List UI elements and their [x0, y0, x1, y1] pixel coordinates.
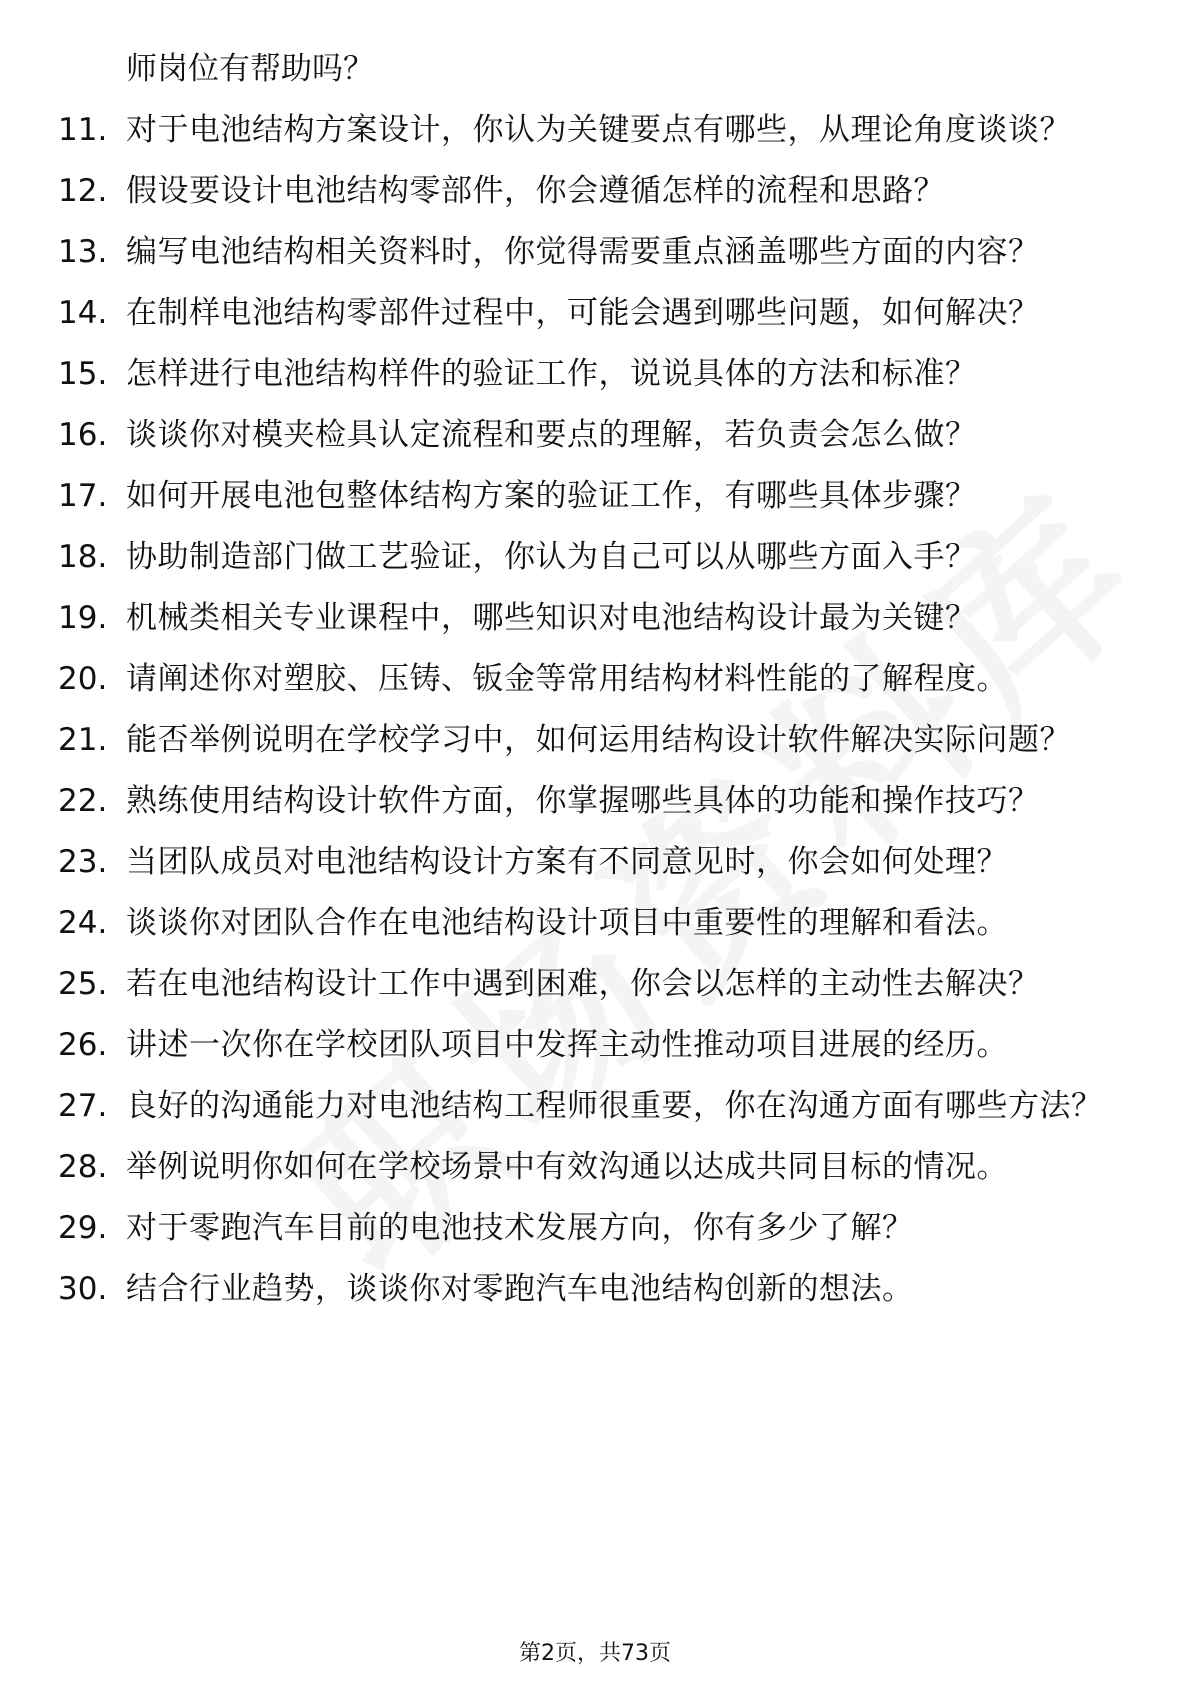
question-number: 30.: [58, 1271, 108, 1307]
list-item: [0, 232, 1190, 273]
question-text: 协助制造部门做工艺验证，你认为自己可以从哪些方面入手？: [126, 539, 977, 575]
question-number: 16.: [58, 417, 108, 453]
question-number: 22.: [58, 783, 108, 819]
continuation-text: 师岗位有帮助吗？: [126, 51, 374, 87]
question-number: 28.: [58, 1149, 108, 1185]
question-text: 在制样电池结构零部件过程中，可能会遇到哪些问题，如何解决？: [126, 295, 1040, 331]
list-item: [0, 659, 1190, 700]
question-text: 良好的沟通能力对电池结构工程师很重要，你在沟通方面有哪些方法？: [126, 1088, 1103, 1124]
question-number: 24.: [58, 905, 108, 941]
question-text: 如何开展电池包整体结构方案的验证工作，有哪些具体步骤？: [126, 478, 977, 514]
question-number: 12.: [58, 173, 108, 209]
question-text: 机械类相关专业课程中，哪些知识对电池结构设计最为关键？: [126, 600, 977, 636]
question-number: 20.: [58, 661, 108, 697]
question-text: 对于零跑汽车目前的电池技术发展方向，你有多少了解？: [126, 1210, 914, 1246]
list-item: [0, 903, 1190, 944]
question-number: 21.: [58, 722, 108, 758]
list-item: [0, 1086, 1190, 1127]
question-number: 11.: [58, 112, 108, 148]
question-number: 25.: [58, 966, 108, 1002]
list-item: [0, 598, 1190, 639]
list-item: [0, 842, 1190, 883]
question-number: 29.: [58, 1210, 108, 1246]
list-item: [0, 476, 1190, 517]
question-number: 18.: [58, 539, 108, 575]
question-text: 若在电池结构设计工作中遇到困难，你会以怎样的主动性去解决？: [126, 966, 1040, 1002]
question-number: 15.: [58, 356, 108, 392]
question-number: 27.: [58, 1088, 108, 1124]
question-number: 26.: [58, 1027, 108, 1063]
list-item: [0, 110, 1190, 151]
question-text: 怎样进行电池结构样件的验证工作，说说具体的方法和标准？: [126, 356, 977, 392]
question-text: 对于电池结构方案设计，你认为关键要点有哪些，从理论角度谈谈？: [126, 112, 1071, 148]
question-number: 19.: [58, 600, 108, 636]
list-item: [0, 781, 1190, 822]
list-item: [0, 171, 1190, 212]
question-text: 结合行业趋势，谈谈你对零跑汽车电池结构创新的想法。: [126, 1271, 914, 1307]
list-item: [0, 1269, 1190, 1310]
question-text: 编写电池结构相关资料时，你觉得需要重点涵盖哪些方面的内容？: [126, 234, 1040, 270]
question-list: [0, 110, 1190, 1330]
list-item: [0, 354, 1190, 395]
question-number: 23.: [58, 844, 108, 880]
question-number: 14.: [58, 295, 108, 331]
question-text: 能否举例说明在学校学习中，如何运用结构设计软件解决实际问题？: [126, 722, 1071, 758]
question-text: 讲述一次你在学校团队项目中发挥主动性推动项目进展的经历。: [126, 1027, 1008, 1063]
list-item: [0, 720, 1190, 761]
list-item: [0, 1147, 1190, 1188]
page-number: 第2页，共73页: [519, 1641, 671, 1666]
question-text: 谈谈你对模夹检具认定流程和要点的理解，若负责会怎么做？: [126, 417, 977, 453]
list-item: [0, 415, 1190, 456]
list-item: [0, 537, 1190, 578]
list-item: [0, 1025, 1190, 1066]
list-item: [0, 293, 1190, 334]
question-text: 谈谈你对团队合作在电池结构设计项目中重要性的理解和看法。: [126, 905, 1008, 941]
question-number: 17.: [58, 478, 108, 514]
question-text: 假设要设计电池结构零部件，你会遵循怎样的流程和思路？: [126, 173, 945, 209]
list-item: [0, 1208, 1190, 1249]
question-text: 熟练使用结构设计软件方面，你掌握哪些具体的功能和操作技巧？: [126, 783, 1040, 819]
question-text: 请阐述你对塑胶、压铸、钣金等常用结构材料性能的了解程度。: [126, 661, 1008, 697]
question-text: 当团队成员对电池结构设计方案有不同意见时，你会如何处理？: [126, 844, 1008, 880]
list-item: [0, 964, 1190, 1005]
question-number: 13.: [58, 234, 108, 270]
question-text: 举例说明你如何在学校场景中有效沟通以达成共同目标的情况。: [126, 1149, 1008, 1185]
